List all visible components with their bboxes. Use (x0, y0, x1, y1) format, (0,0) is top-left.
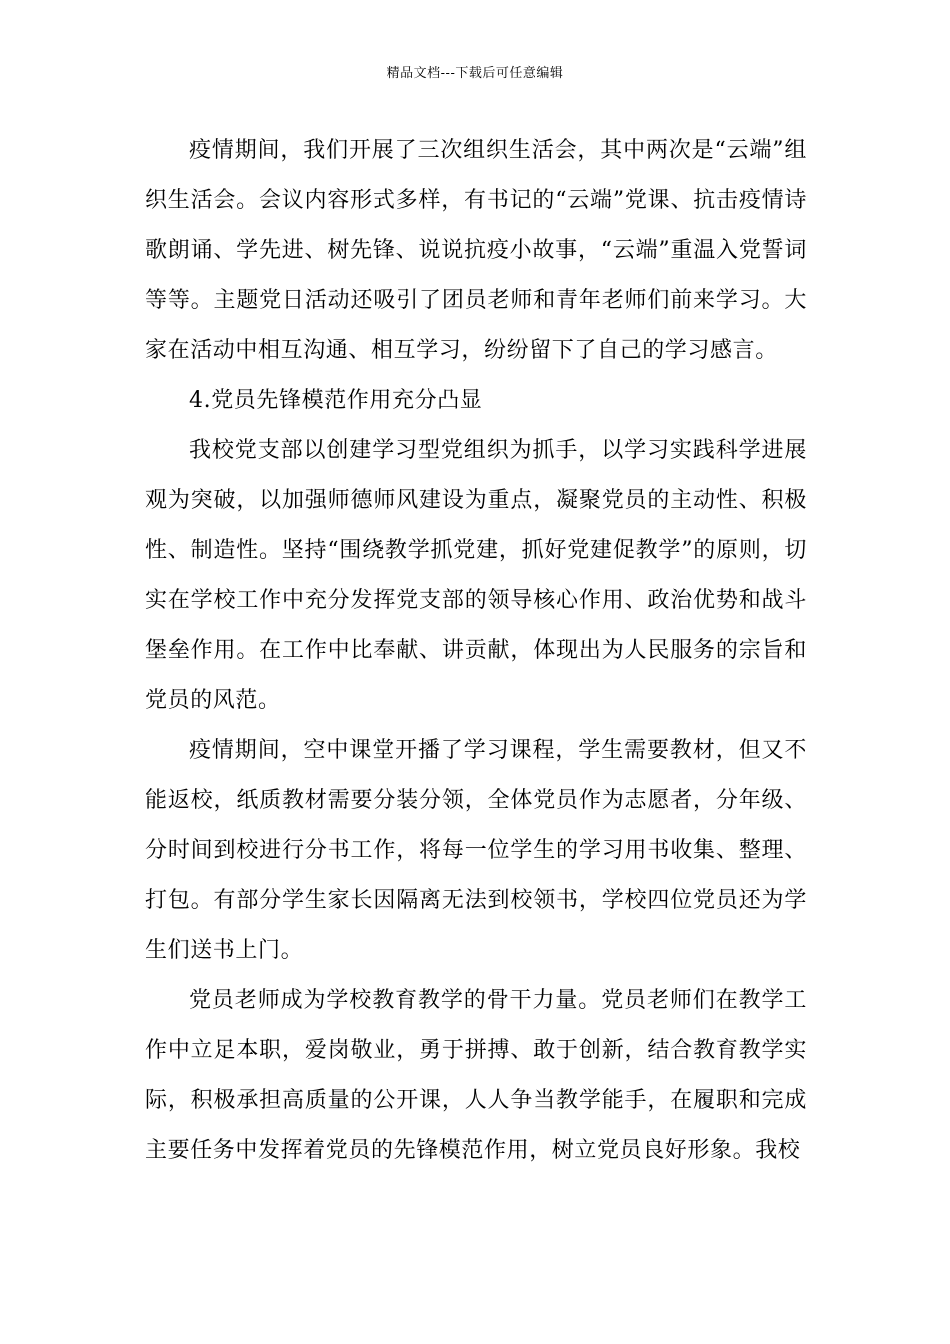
paragraph-teacher-backbone: 党员老师成为学校教育教学的骨干力量。党员老师们在教学工作中立足本职，爱岗敬业，勇于拼搏、敢于创新，结合教育教学实际，积极承担高质量的公开课，人人争当教学能手，在履职和完成主要任务中发挥着党员的先锋模范作用，树立党员良好形象。我校 (145, 988, 807, 1163)
paragraph-party-branch: 我校党支部以创建学习型党组织为抓手，以学习实践科学进展观为突破，以加强师德师风建设为重点，凝聚党员的主动性、积极性、制造性。坚持“围绕教学抓党建，抓好党建促教学”的原则，切实在学校工作中充分发挥党支部的领导核心作用、政治优势和战斗堡垒作用。在工作中比奉献、讲贡献，体现出为人民服务的宗旨和党员的风范。 (145, 438, 807, 713)
paragraph-cloud-meetings: 疫情期间，我们开展了三次组织生活会，其中两次是“云端”组织生活会。会议内容形式多样，有书记的“云端”党课、抗击疫情诗歌朗诵、学先进、树先锋、说说抗疫小故事，“云端”重温入党誓词等等。主题党日活动还吸引了团员老师和青年老师们前来学习。大家在活动中相互沟通、相互学习，纷纷留下了自己的学习感言。 (145, 138, 807, 363)
document-body (145, 126, 807, 1176)
page-header: 精品文档---下载后可任意编辑 (386, 66, 564, 81)
paragraph-book-distribution: 疫情期间，空中课堂开播了学习课程，学生需要教材，但又不能返校，纸质教材需要分装分领，全体党员作为志愿者，分年级、分时间到校进行分书工作，将每一位学生的学习用书收集、整理、打包。有部分学生家长因隔离无法到校领书，学校四位党员还为学生们送书上门。 (145, 738, 807, 963)
section-heading-vanguard-role: 4.党员先锋模范作用充分凸显 (189, 388, 483, 413)
